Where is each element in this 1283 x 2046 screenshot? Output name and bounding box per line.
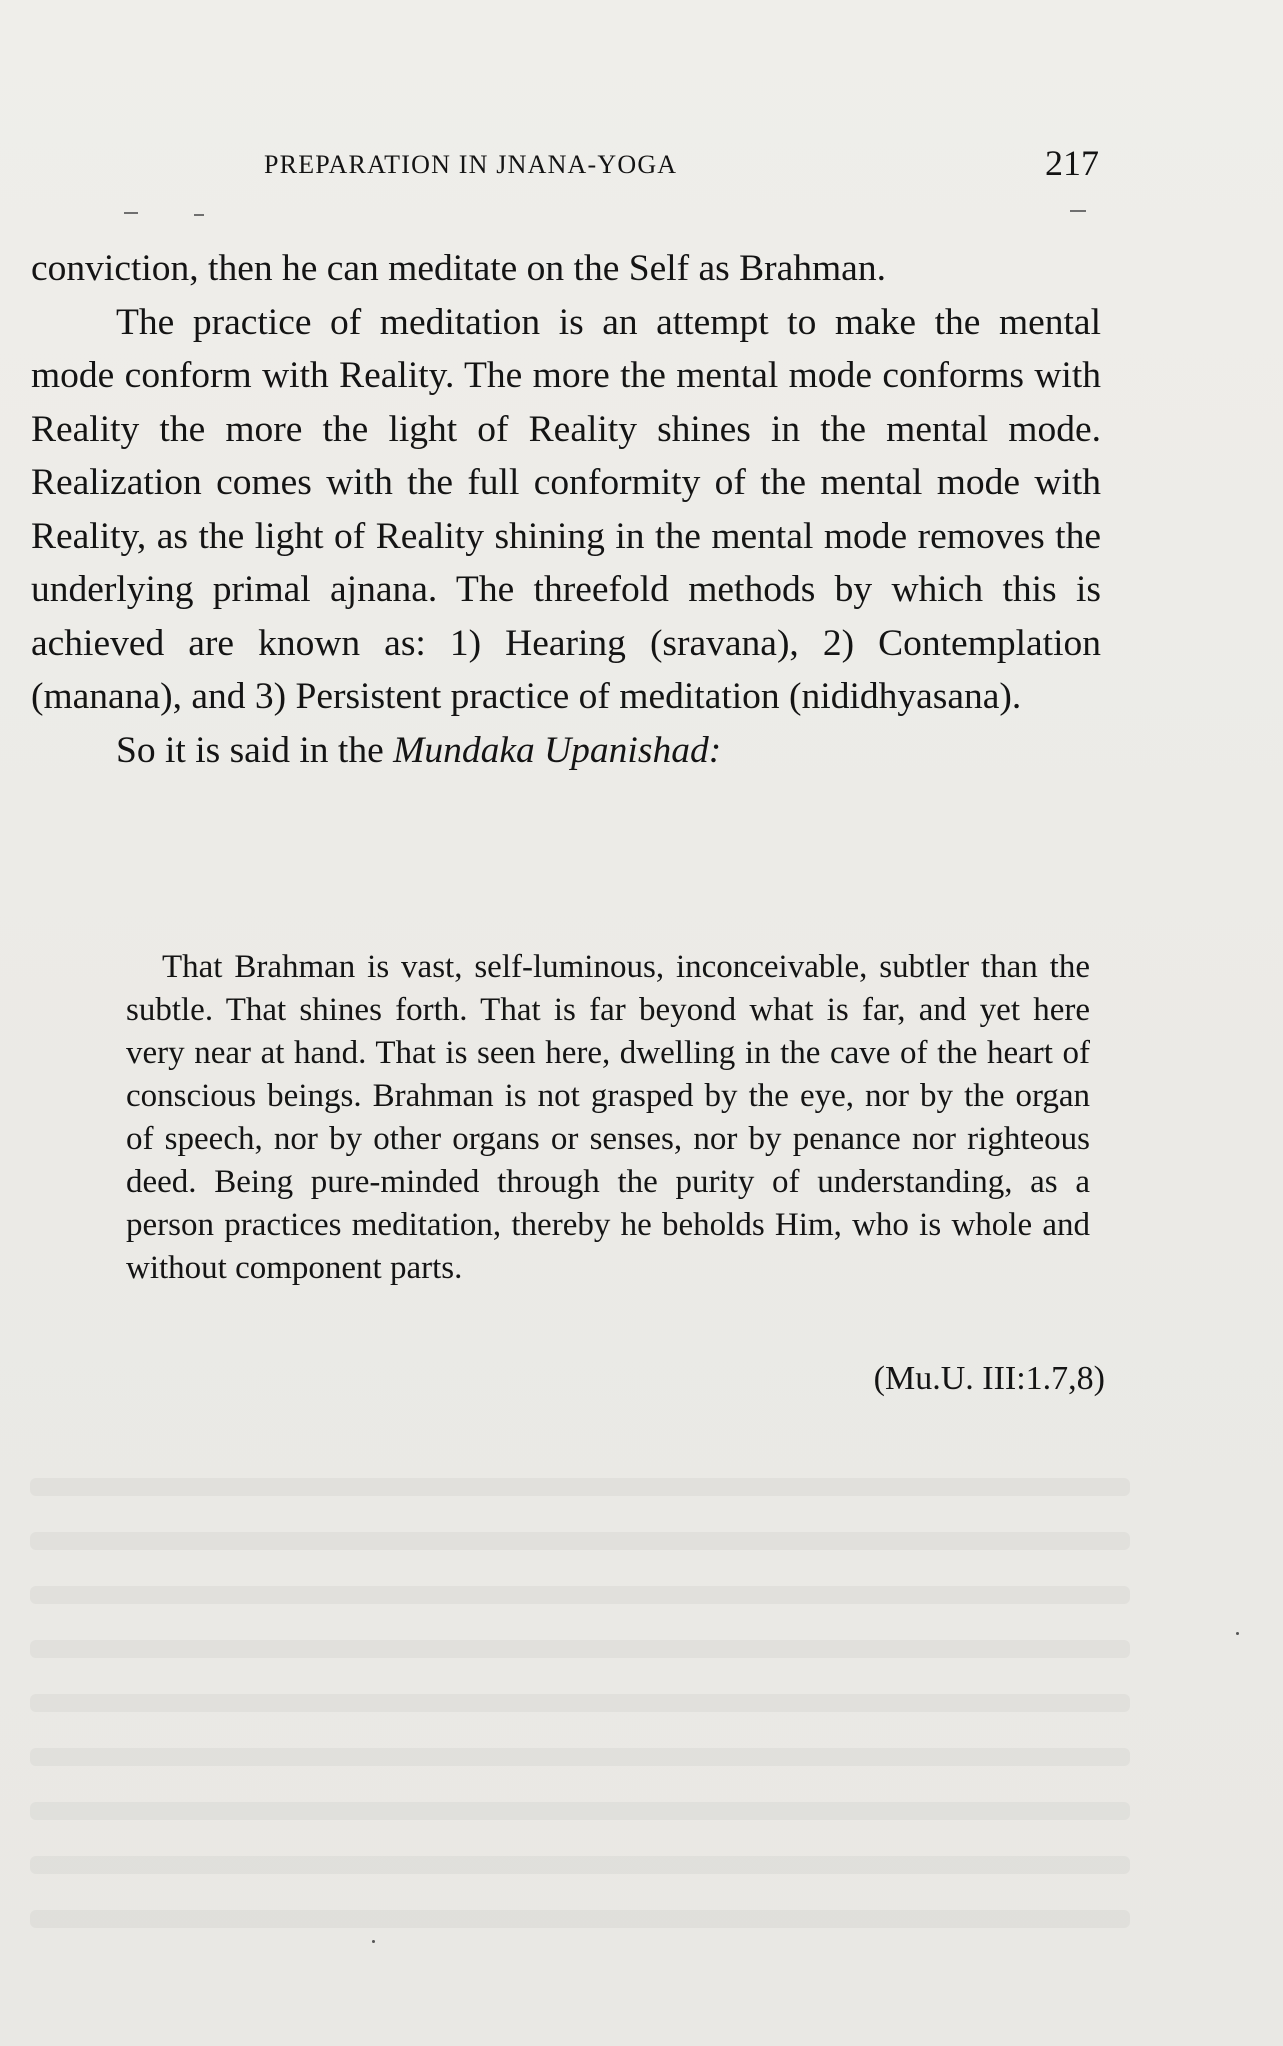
block-quote [126,946,1090,1290]
bleed-through-line [30,1856,1130,1874]
bleed-through-line [30,1586,1130,1604]
bleed-through-line [30,1640,1130,1658]
header-mark [124,212,138,214]
quote-intro-text: So it is said in the [116,729,394,771]
block-quote-text: That Brahman is vast, self-luminous, inconceivable, subtler than the subtle. That shines forth. That is far beyond what is far, and yet here very near at hand. That is seen here, dwelling in the cave of the heart of conscious beings. Brahman is not grasped by the eye, nor by the organ of speech, nor by other organs or senses, nor by penance nor righteous deed. Being pure-minded through the purity of understanding, as a person practices meditation, thereby he beholds Him, who is whole and without component parts. [126,949,1090,1286]
bleed-through-line [30,1532,1130,1550]
scripture-title: Mundaka Upanishad: [393,729,722,771]
quote-citation: (Mu.U. III:1.7,8) [873,1360,1105,1397]
paragraph-quote-intro [31,724,1101,778]
header-mark [1070,210,1086,212]
page-number: 217 [1045,143,1099,183]
paragraph-continuation: conviction, then he can meditate on the Self as Brahman. [31,248,886,289]
header-mark [194,214,204,216]
ink-speck [372,1940,375,1943]
bleed-through-line [30,1478,1130,1496]
ink-speck [1236,1632,1239,1635]
paragraph-meditation: The practice of meditation is an attempt to make the mental mode conform with Reality. The more the mental mode conforms with Reality the more the light of Reality shines in the mental mode. Realization comes with the full conformity of the mental mode with Reality, as the light of Reality shining in the mental mode removes the underlying primal ajnana. The threefold methods by which this is achieved are known as: 1) Hearing (sravana), 2) Contemplation (manana), and 3) Persistent practice of meditation (nididhyasana). [31,301,1101,717]
bleed-through-line [30,1910,1130,1928]
bleed-through-line [30,1802,1130,1820]
bleed-through-line [30,1748,1130,1766]
body-text [31,242,1101,777]
bleed-through-line [30,1694,1130,1712]
running-header-title: PREPARATION IN JNANA-YOGA [264,150,678,179]
